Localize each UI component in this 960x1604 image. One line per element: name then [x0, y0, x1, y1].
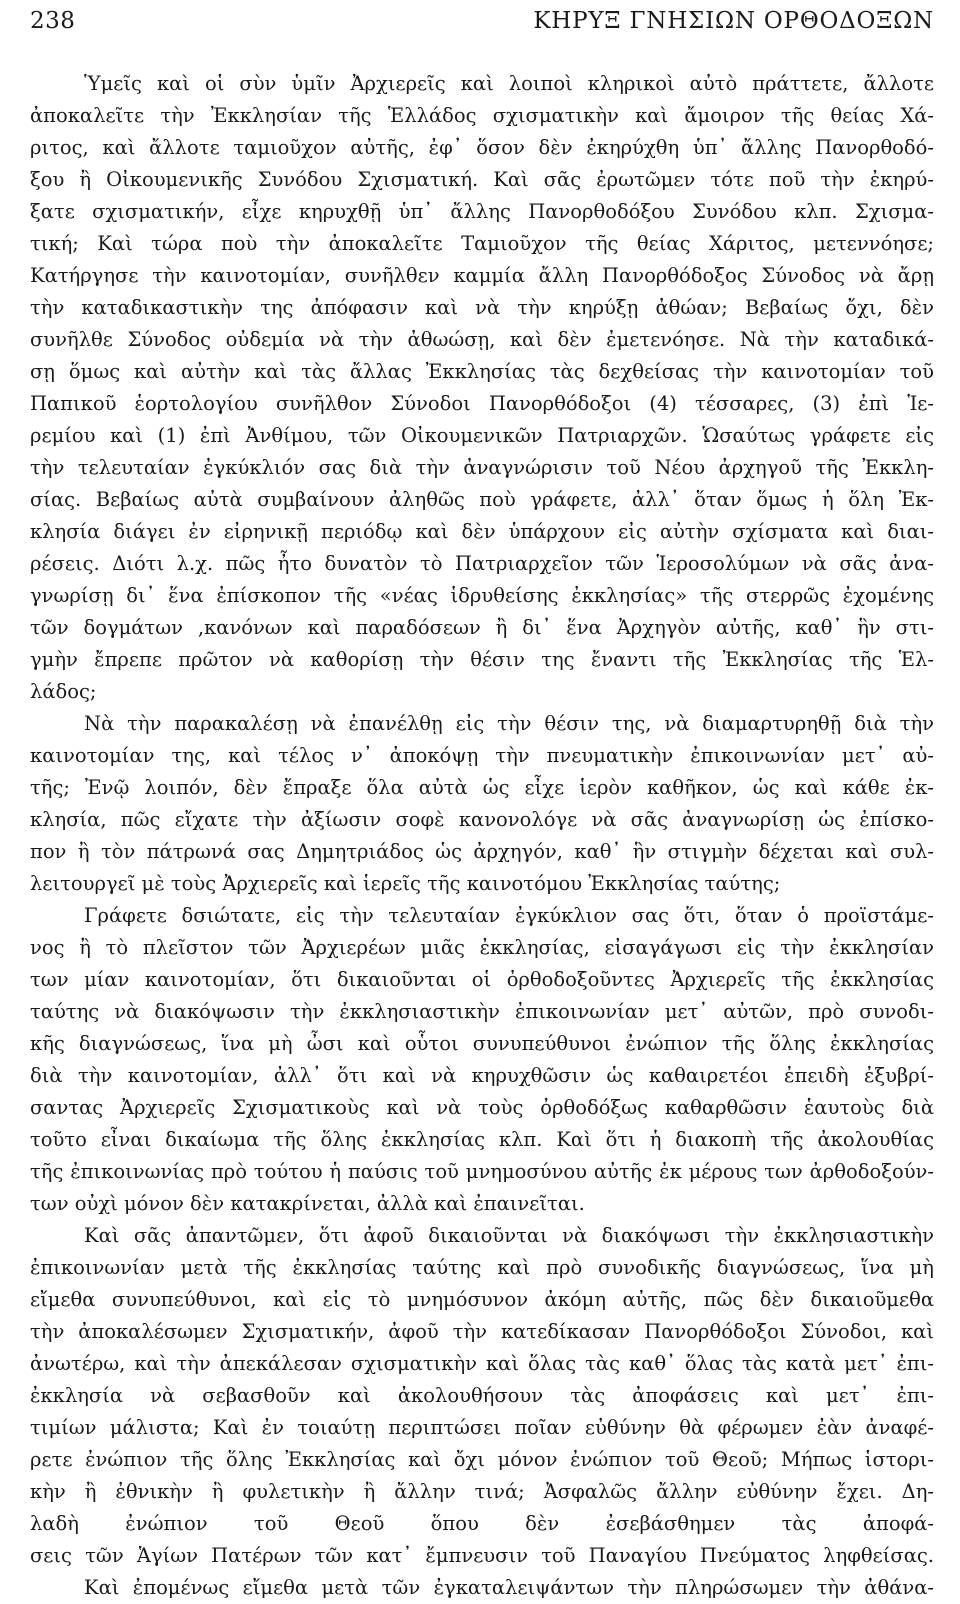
text-line: λάδος; [30, 680, 97, 703]
text-line: γμὴν ἔπρεπε πρῶτον νὰ καθορίσῃ τὴν θέσιν της ἔναντι τῆς Ἐκκλησίας τῆς Ἑλ- [30, 648, 934, 671]
text-line: Γράφετε δσιώτατε, εἰς τὴν τελευταίαν ἐγκύκλιον σας ὅτι, ὅταν ὁ προϊστάμε- [84, 904, 934, 927]
text-line: Νὰ τὴν παρακαλέσῃ νὰ ἐπανέλθῃ εἰς τὴν θέσιν της, νὰ διαμαρτυρηθῇ διὰ τὴν [84, 712, 934, 735]
text-line: ξου ἢ Οἰκουμενικῆς Συνόδου Σχισματική. Καὶ σᾶς ἐρωτῶμεν τότε ποῦ τὴν ἐκηρύ- [30, 168, 934, 191]
text-line: σῃ ὅμως καὶ αὐτὴν καὶ τὰς ἄλλας Ἐκκλησίας τὰς δεχθείσας τὴν καινοτομίαν τοῦ [30, 360, 934, 383]
running-title: ΚΗΡΥΞ ΓΝΗΣΙΩΝ ΟΡΘΟΔΟΞΩΝ [533, 8, 934, 34]
text-line: τῆς; Ἐνῷ λοιπόν, δὲν ἔπραξε ὅλα αὐτὰ ὡς εἶχε ἱερὸν καθῆκον, ὡς καὶ κάθε ἐκ- [30, 776, 934, 799]
text-line: γνωρίσῃ δι᾽ ἕνα ἐπίσκοπον τῆς «νέας ἱδρυθείσης ἐκκλησίας» τῆς στερρῶς ἐχομένης [30, 584, 934, 607]
text-line: Κατήργησε τὴν καινοτομίαν, συνῆλθεν καμμία ἄλλη Πανορθόδοξος Σύνοδος νὰ ἄρῃ [30, 264, 934, 287]
body-text [30, 68, 934, 1604]
text-line: διὰ τὴν καινοτομίαν, ἀλλ᾽ ὅτι καὶ νὰ κηρυχθῶσιν ὡς καθαιρετέοι ἐπειδὴ ἐξυβρί- [30, 1064, 934, 1087]
text-line: λειτουργεῖ μὲ τοὺς Ἀρχιερεῖς καὶ ἱερεῖς τῆς καινοτόμου Ἐκκλησίας ταύτης; [30, 872, 781, 895]
text-line: Ὑμεῖς καὶ οἱ σὺν ὑμῖν Ἀρχιερεῖς καὶ λοιποὶ κληρικοὶ αὐτὸ πράττετε, ἄλλοτε [84, 72, 934, 95]
text-line: κὴν ἢ ἐθνικὴν ἢ φυλετικὴν ἢ ἄλλην τινά; Ἀσφαλῶς ἄλλην εὐθύνην ἔχει. Δη- [30, 1480, 934, 1503]
text-line: ρεμίου καὶ (1) ἐπὶ Ἀνθίμου, τῶν Οἰκουμενικῶν Πατριαρχῶν. Ὡσαύτως γράφετε εἰς [30, 424, 934, 447]
text-line: ἐκκλησία νὰ σεβασθοῦν καὶ ἀκολουθήσουν τὰς ἀποφάσεις καὶ μετ᾽ ἐπι- [30, 1384, 934, 1407]
text-line: Καὶ σᾶς ἀπαντῶμεν, ὅτι ἀφοῦ δικαιοῦνται νὰ διακόψωσι τὴν ἐκκλησιαστικὴν [84, 1224, 934, 1247]
text-line: συνῆλθε Σύνοδος οὐδεμία νὰ τὴν ἀθωώσῃ, καὶ δὲν ἐμετενόησε. Νὰ τὴν καταδικά- [30, 328, 934, 351]
text-line: τιμίων μάλιστα; Καὶ ἐν τοιαύτῃ περιπτώσει ποῖαν εὐθύνην θὰ φέρωμεν ἐὰν ἀναφέ- [30, 1416, 934, 1439]
text-line: ἀποκαλεῖτε τὴν Ἐκκλησίαν τῆς Ἑλλάδος σχισματικὴν καὶ ἄμοιρον τῆς θείας Χά- [30, 104, 934, 127]
text-line: εἴμεθα συνυπεύθυνοι, καὶ εἰς τὸ μνημόσυνον ἀκόμη αὐτῆς, πῶς δὲν δικαιοῦμεθα [30, 1288, 934, 1311]
text-line: τὴν ἀποκαλέσωμεν Σχισματικήν, ἀφοῦ τὴν κατεδίκασαν Πανορθόδοξοι Σύνοδοι, καὶ [30, 1320, 934, 1343]
text-line: Παπικοῦ ἑορτολογίου συνῆλθον Σύνοδοι Πανορθόδοξοι (4) τέσσαρες, (3) ἐπὶ Ἱε- [30, 392, 934, 415]
text-line: κλησία, πῶς εἴχατε τὴν ἀξίωσιν σοφὲ κανονολόγε νὰ σᾶς ἀναγνωρίσῃ ὡς ἐπίσκο- [30, 808, 934, 831]
text-line: τῆς ἐπικοινωνίας πρὸ τούτου ἡ παύσις τοῦ μνημοσύνου αὐτῆς ἐκ μέρους των ἀρθοδοξούν- [30, 1160, 934, 1183]
text-line: των μίαν καινοτομίαν, ὅτι δικαιοῦνται οἱ ὀρθοδοξοῦντες Ἀρχιερεῖς τῆς ἐκκλησίας [30, 968, 934, 991]
text-line: ἐπικοινωνίαν μετὰ τῆς ἐκκλησίας ταύτης καὶ πρὸ συνοδικῆς διαγνώσεως, ἵνα μὴ [30, 1256, 934, 1279]
text-line: τῶν δογμάτων ,κανόνων καὶ παραδόσεων ἢ δι᾽ ἕνα Ἀρχηγὸν αὐτῆς, καθ᾽ ἣν στι- [30, 616, 934, 639]
text-line: σαντας Ἀρχιερεῖς Σχισματικοὺς καὶ νὰ τοὺς ὀρθοδόξως καθαρθῶσιν ἑαυτοὺς διὰ [30, 1096, 934, 1119]
text-line: Καὶ ἐπομένως εἴμεθα μετὰ τῶν ἐγκαταλειψάντων τὴν πληρώσωμεν τὴν ἀθάνα- [84, 1576, 934, 1599]
text-line: λαδὴ ἐνώπιον τοῦ Θεοῦ ὅπου δὲν ἐσεβάσθημεν τὰς ἀποφά- [30, 1512, 934, 1535]
text-line: ξατε σχισματικήν, εἶχε κηρυχθῇ ὑπ᾽ ἄλλης Πανορθοδόξου Συνόδου κλπ. Σχισμα- [30, 200, 934, 223]
page-number: 238 [30, 8, 76, 34]
text-line: τὴν καταδικαστικὴν της ἀπόφασιν καὶ νὰ τὴν κηρύξῃ ἀθώαν; Βεβαίως ὄχι, δὲν [30, 296, 934, 319]
text-line: πον ἢ τὸν πάτρωνά σας Δημητριάδος ὡς ἀρχηγόν, καθ᾽ ἣν στιγμὴν δέχεται καὶ συλ- [30, 840, 934, 863]
text-line: τοῦτο εἶναι δικαίωμα τῆς ὅλης ἐκκλησίας κλπ. Καὶ ὅτι ἡ διακοπὴ τῆς ἀκολουθίας [30, 1128, 934, 1151]
text-line: ρέσεις. Διότι λ.χ. πῶς ἦτο δυνατὸν τὸ Πατριαρχεῖον τῶν Ἱεροσολύμων νὰ σᾶς ἀνα- [30, 552, 934, 575]
text-line: κῆς διαγνώσεως, ἵνα μὴ ὦσι καὶ οὗτοι συνυπεύθυνοι ἐνώπιον τῆς ὅλης ἐκκλησίας [30, 1032, 934, 1055]
page-header [30, 8, 934, 48]
text-line: σίας. Βεβαίως αὐτὰ συμβαίνουν ἀληθῶς ποὺ γράφετε, ἀλλ᾽ ὅταν ὅμως ἡ ὅλη Ἐκ- [30, 488, 934, 511]
text-line: ταύτης νὰ διακόψωσιν τὴν ἐκκλησιαστικὴν ἐπικοινωνίαν μετ᾽ αὐτῶν, πρὸ συνοδι- [30, 1000, 934, 1023]
text-line: των οὐχὶ μόνον δὲν κατακρίνεται, ἀλλὰ καὶ ἐπαινεῖται. [30, 1192, 585, 1215]
text-line: κλησία διάγει ἐν εἰρηνικῇ περιόδῳ καὶ δὲν ὑπάρχουν εἰς αὐτὴν σχίσματα καὶ διαι- [30, 520, 934, 543]
text-line: ἀνωτέρω, καὶ τὴν ἀπεκάλεσαν σχισματικὴν καὶ ὅλας τὰς καθ᾽ ὅλας τὰς κατὰ μετ᾽ ἐπι- [30, 1352, 934, 1375]
text-line: τὴν τελευταίαν ἐγκύκλιόν σας διὰ τὴν ἀναγνώρισιν τοῦ Νέου ἀρχηγοῦ τῆς Ἐκκλη- [30, 456, 934, 479]
text-line: σεις τῶν Ἁγίων Πατέρων τῶν κατ᾽ ἔμπνευσιν τοῦ Παναγίου Πνεύματος ληφθείσας. [30, 1544, 934, 1567]
text-line: τική; Καὶ τώρα ποὺ τὴν ἀποκαλεῖτε Ταμιοῦχον τῆς θείας Χάριτος, μετεννόησε; [30, 232, 934, 255]
text-line: ρετε ἐνώπιον τῆς ὅλης Ἐκκλησίας καὶ ὄχι μόνον ἐνώπιον τοῦ Θεοῦ; Μήπως ἱστορι- [30, 1448, 934, 1471]
text-line: καινοτομίαν της, καὶ τέλος ν᾽ ἀποκόψῃ τὴν πνευματικὴν ἐπικοινωνίαν μετ᾽ αὐ- [30, 744, 934, 767]
text-line: νος ἢ τὸ πλεῖστον τῶν Ἀρχιερέων μιᾶς ἐκκλησίας, εἰσαγάγωσι εἰς τὴν ἐκκλησίαν [30, 936, 934, 959]
text-line: ριτος, καὶ ἄλλοτε ταμιοῦχον αὐτῆς, ἐφ᾽ ὅσον δὲν ἐκηρύχθη ὑπ᾽ ἄλλης Πανορθοδό- [30, 136, 934, 159]
